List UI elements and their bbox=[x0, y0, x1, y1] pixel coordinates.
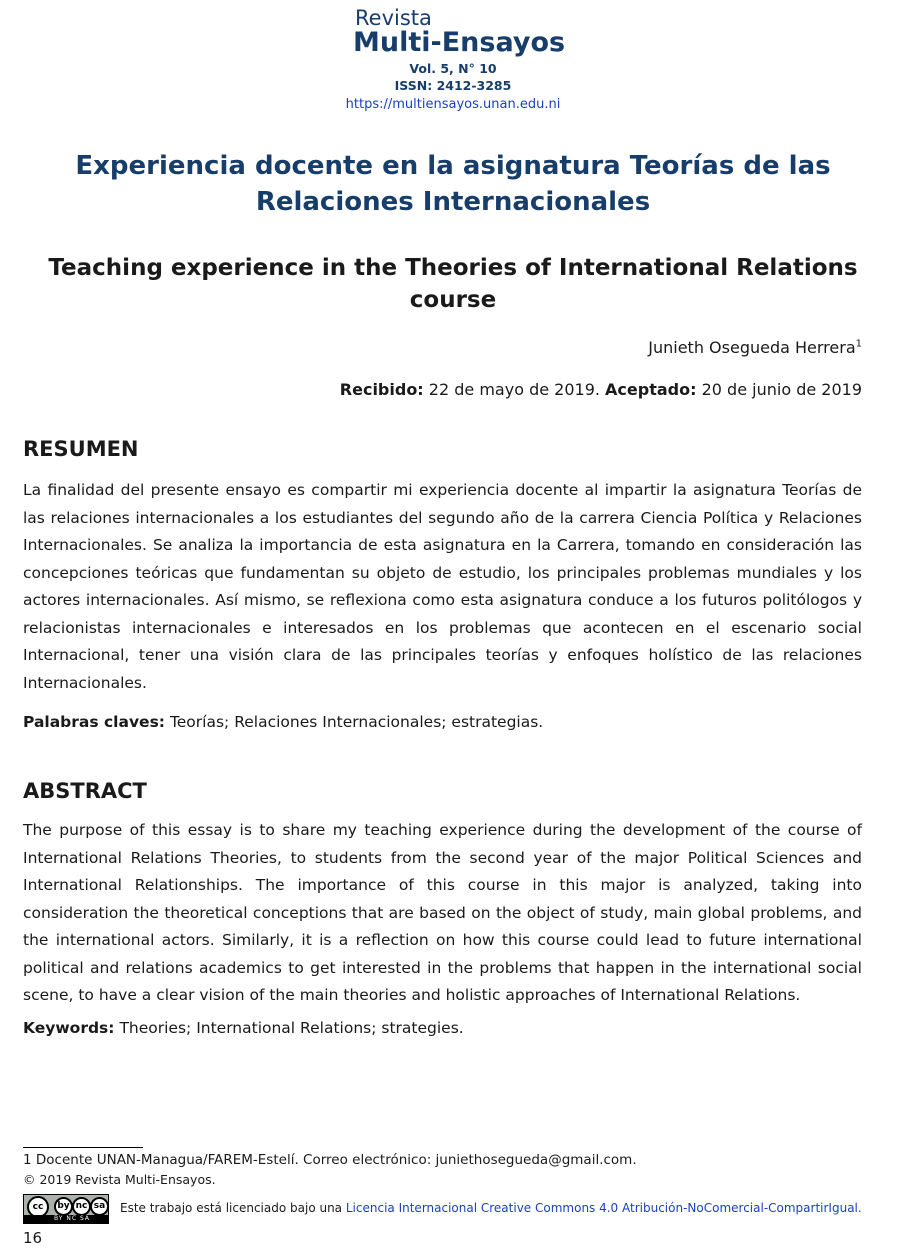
journal-issn: ISSN: 2412-3285 bbox=[394, 78, 512, 93]
journal-volume: Vol. 5, N° 10 bbox=[409, 61, 497, 76]
abstract-keywords-value: Theories; International Relations; strategies. bbox=[119, 1019, 464, 1037]
license-prefix: Este trabajo está licenciado bajo una bbox=[120, 1201, 343, 1215]
title-english: Teaching experience in the Theories of International Relations course bbox=[48, 255, 858, 313]
journal-label: Revista bbox=[355, 6, 432, 30]
license-line bbox=[120, 1201, 862, 1215]
author-name: Junieth Osegueda Herrera bbox=[648, 338, 856, 357]
abstract-text: The purpose of this essay is to share my teaching experience during the development of the course of International Relations Theories, to students from the second year of the major Political Sciences and International Relationships. The importance of this course in this major is analyzed, taking into consideration the theoretical conceptions that are based on the object of study, main global problems, and the international actors. Similarly, it is a reflection on how this course could lead to future international political and relations academics to get interested in the problems that happen in the international social scene, to have a clear vision of the main theories and holistic approaches of International Relations. bbox=[23, 821, 862, 1004]
sa-icon: sa bbox=[90, 1197, 109, 1216]
journal-url-link[interactable]: https://multiensayos.unan.edu.ni bbox=[345, 97, 561, 112]
received-date: 22 de mayo de 2019. bbox=[428, 380, 600, 399]
nc-icon: nc bbox=[72, 1197, 91, 1216]
dates-line bbox=[340, 380, 862, 399]
received-label: Recibido: bbox=[339, 380, 424, 399]
author-line bbox=[648, 338, 862, 357]
cc-icon: cc bbox=[27, 1196, 49, 1218]
cc-license-badge[interactable] bbox=[23, 1194, 109, 1224]
copyright-text: © 2019 Revista Multi-Ensayos. bbox=[23, 1172, 216, 1187]
license-link[interactable]: Licencia Internacional Creative Commons 4.0 Atribución-NoComercial-CompartirIgual. bbox=[345, 1201, 862, 1215]
page-number: 16 bbox=[23, 1229, 43, 1247]
abstract-keywords bbox=[23, 1019, 464, 1037]
resumen-keywords bbox=[23, 713, 543, 731]
accepted-date: 20 de junio de 2019 bbox=[701, 380, 862, 399]
resumen-heading: RESUMEN bbox=[23, 437, 139, 461]
resumen-keywords-value: Teorías; Relaciones Internacionales; estrategias. bbox=[169, 713, 544, 731]
accepted-label: Aceptado: bbox=[605, 380, 697, 399]
footnote-text: 1 Docente UNAN-Managua/FAREM-Estelí. Correo electrónico: juniethosegueda@gmail.com. bbox=[23, 1152, 637, 1168]
resumen-text: La finalidad del presente ensayo es compartir mi experiencia docente al impartir la asignatura Teorías de las relaciones internacionales a los estudiantes del segundo año de la carrera Ciencia Política y Relaciones Internacionales. Se analiza la importancia de esta asignatura en la Carrera, tomando en consideración las concepciones teóricas que fundamentan su objeto de estudio, los principales problemas mundiales y los actores internacionales. Así mismo, se reflexiona como esta asignatura conduce a los futuros politólogos y relacionistas internacionales e interesados en los problemas que acontecen en el escenario social Internacional, tener una visión clara de las principales teorías y enfoques holístico de las relaciones Internacionales. bbox=[23, 481, 862, 692]
abstract-keywords-label: Keywords: bbox=[23, 1019, 115, 1037]
journal-name: Multi-Ensayos bbox=[353, 27, 566, 58]
abstract-heading: ABSTRACT bbox=[23, 779, 147, 803]
title-spanish: Experiencia docente en la asignatura Teorías de las Relaciones Internacionales bbox=[75, 151, 831, 217]
resumen-keywords-label: Palabras claves: bbox=[23, 713, 165, 731]
footnote-divider bbox=[23, 1147, 143, 1148]
author-footnote-mark: 1 bbox=[855, 338, 862, 350]
cc-badge-band: BY NC SA bbox=[24, 1215, 108, 1223]
by-icon: by bbox=[54, 1197, 73, 1216]
